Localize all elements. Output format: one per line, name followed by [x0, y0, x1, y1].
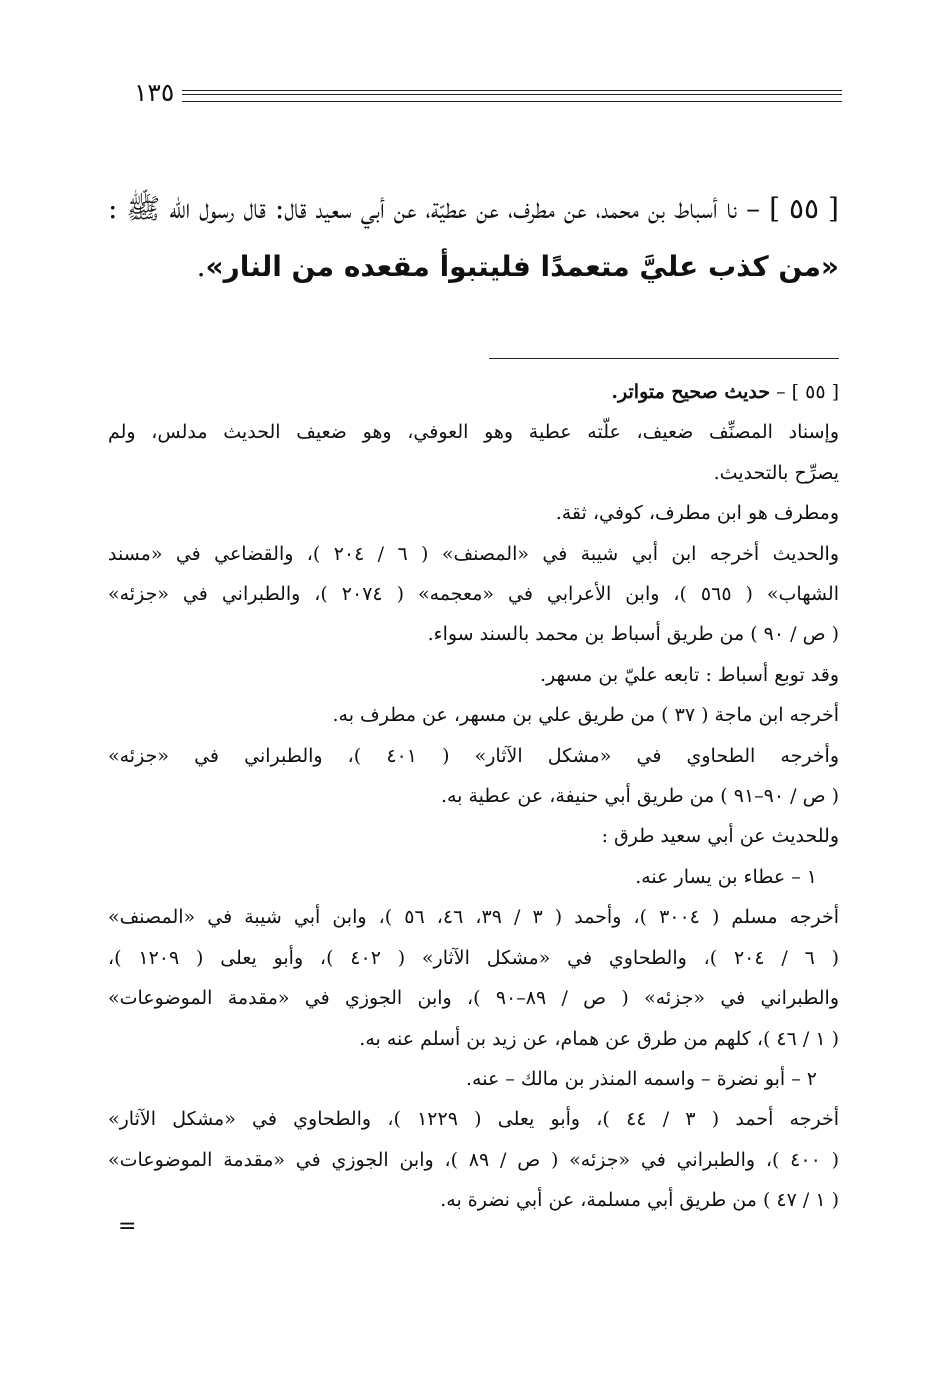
note-line: والطبراني في «جزئه» ( ص / ٨٩–٩٠ )، وابن الجوزي في «مقدمة الموضوعات»	[108, 987, 839, 1010]
footnotes	[108, 372, 839, 1221]
note-line: ( ١ / ٤٦ )، كلهم من طرق عن همام، عن زيد بن أسلم عنه به.	[359, 1027, 839, 1050]
note-line: ٢ – أبو نضرة – واسمه المنذر بن مالك – عنه.	[466, 1067, 817, 1090]
note-line: ١ – عطاء بن يسار عنه.	[635, 865, 817, 888]
continuation-mark: =	[118, 1214, 137, 1239]
note-line: وللحديث عن أبي سعيد طرق :	[601, 825, 839, 848]
note-line: ( ص / ٩٠–٩١ ) من طريق أبي حنيفة، عن عطية به.	[440, 785, 839, 808]
header-rule	[182, 90, 842, 102]
page-header	[100, 78, 842, 112]
note-line: وقد توبع أسباط : تابعه عليّ بن مسهر.	[539, 663, 839, 686]
hadith-end: .	[196, 250, 206, 283]
note-title-line	[108, 372, 839, 412]
note-title: حديث صحيح متواتر.	[611, 381, 771, 403]
note-line: ( ٦ / ٢٠٤ )، والطحاوي في «مشكل الآثار» ( ٤٠٢ )، وأبو يعلى ( ١٢٠٩ )،	[108, 946, 839, 969]
page-number: ١٣٥	[134, 78, 175, 107]
note-line: أخرجه ابن ماجة ( ٣٧ ) من طريق علي بن مسهر، عن مطرف به.	[332, 704, 839, 727]
note-number: [ ٥٥ ] –	[770, 381, 839, 403]
note-line: أخرجه أحمد ( ٣ / ٤٤ )، وأبو يعلى ( ١٢٢٩ )، والطحاوي في «مشكل الآثار»	[108, 1108, 839, 1131]
note-line: وإسناد المصنِّف ضعيف، علّته عطية وهو العوفي، وهو ضعيف الحديث مدلس، ولم	[108, 421, 839, 444]
note-line: أخرجه مسلم ( ٣٠٠٤ )، وأحمد ( ٣ / ٣٩، ٤٦، ٥٦ )، وابن أبي شيبة في «المصنف»	[108, 906, 839, 929]
note-line: ( ص / ٩٠ ) من طريق أسباط بن محمد بالسند سواء.	[427, 623, 839, 646]
hadith-text	[108, 180, 839, 296]
note-line: وأخرجه الطحاوي في «مشكل الآثار» ( ٤٠١ )، والطبراني في «جزئه»	[108, 744, 839, 767]
footnote-divider	[489, 358, 839, 359]
header-rule-short	[812, 90, 842, 102]
note-line: ومطرف هو ابن مطرف، كوفي، ثقة.	[555, 502, 839, 525]
hadith-matn: «من كذب عليَّ متعمدًا فليتبوأ مقعده من النار»	[205, 250, 839, 283]
hadith-intro: [ ٥٥ ] – نا أسباط بن محمد، عن مطرف، عن عطيّة، عن أبي سعيد قال: قال رسول الله ﷺ :	[108, 192, 839, 225]
note-line: يصرِّح بالتحديث.	[713, 461, 839, 484]
note-line: والحديث أخرجه ابن أبي شيبة في «المصنف» ( ٦ / ٢٠٤ )، والقضاعي في «مسند	[108, 542, 839, 565]
note-line: ( ١ / ٤٧ ) من طريق أبي مسلمة، عن أبي نضرة به.	[440, 1189, 839, 1212]
note-line: الشهاب» ( ٥٦٥ )، وابن الأعرابي في «معجمه» ( ٢٠٧٤ )، والطبراني في «جزئه»	[108, 583, 839, 606]
note-line: ( ٤٠٠ )، والطبراني في «جزئه» ( ص / ٨٩ )، وابن الجوزي في «مقدمة الموضوعات»	[108, 1148, 839, 1171]
